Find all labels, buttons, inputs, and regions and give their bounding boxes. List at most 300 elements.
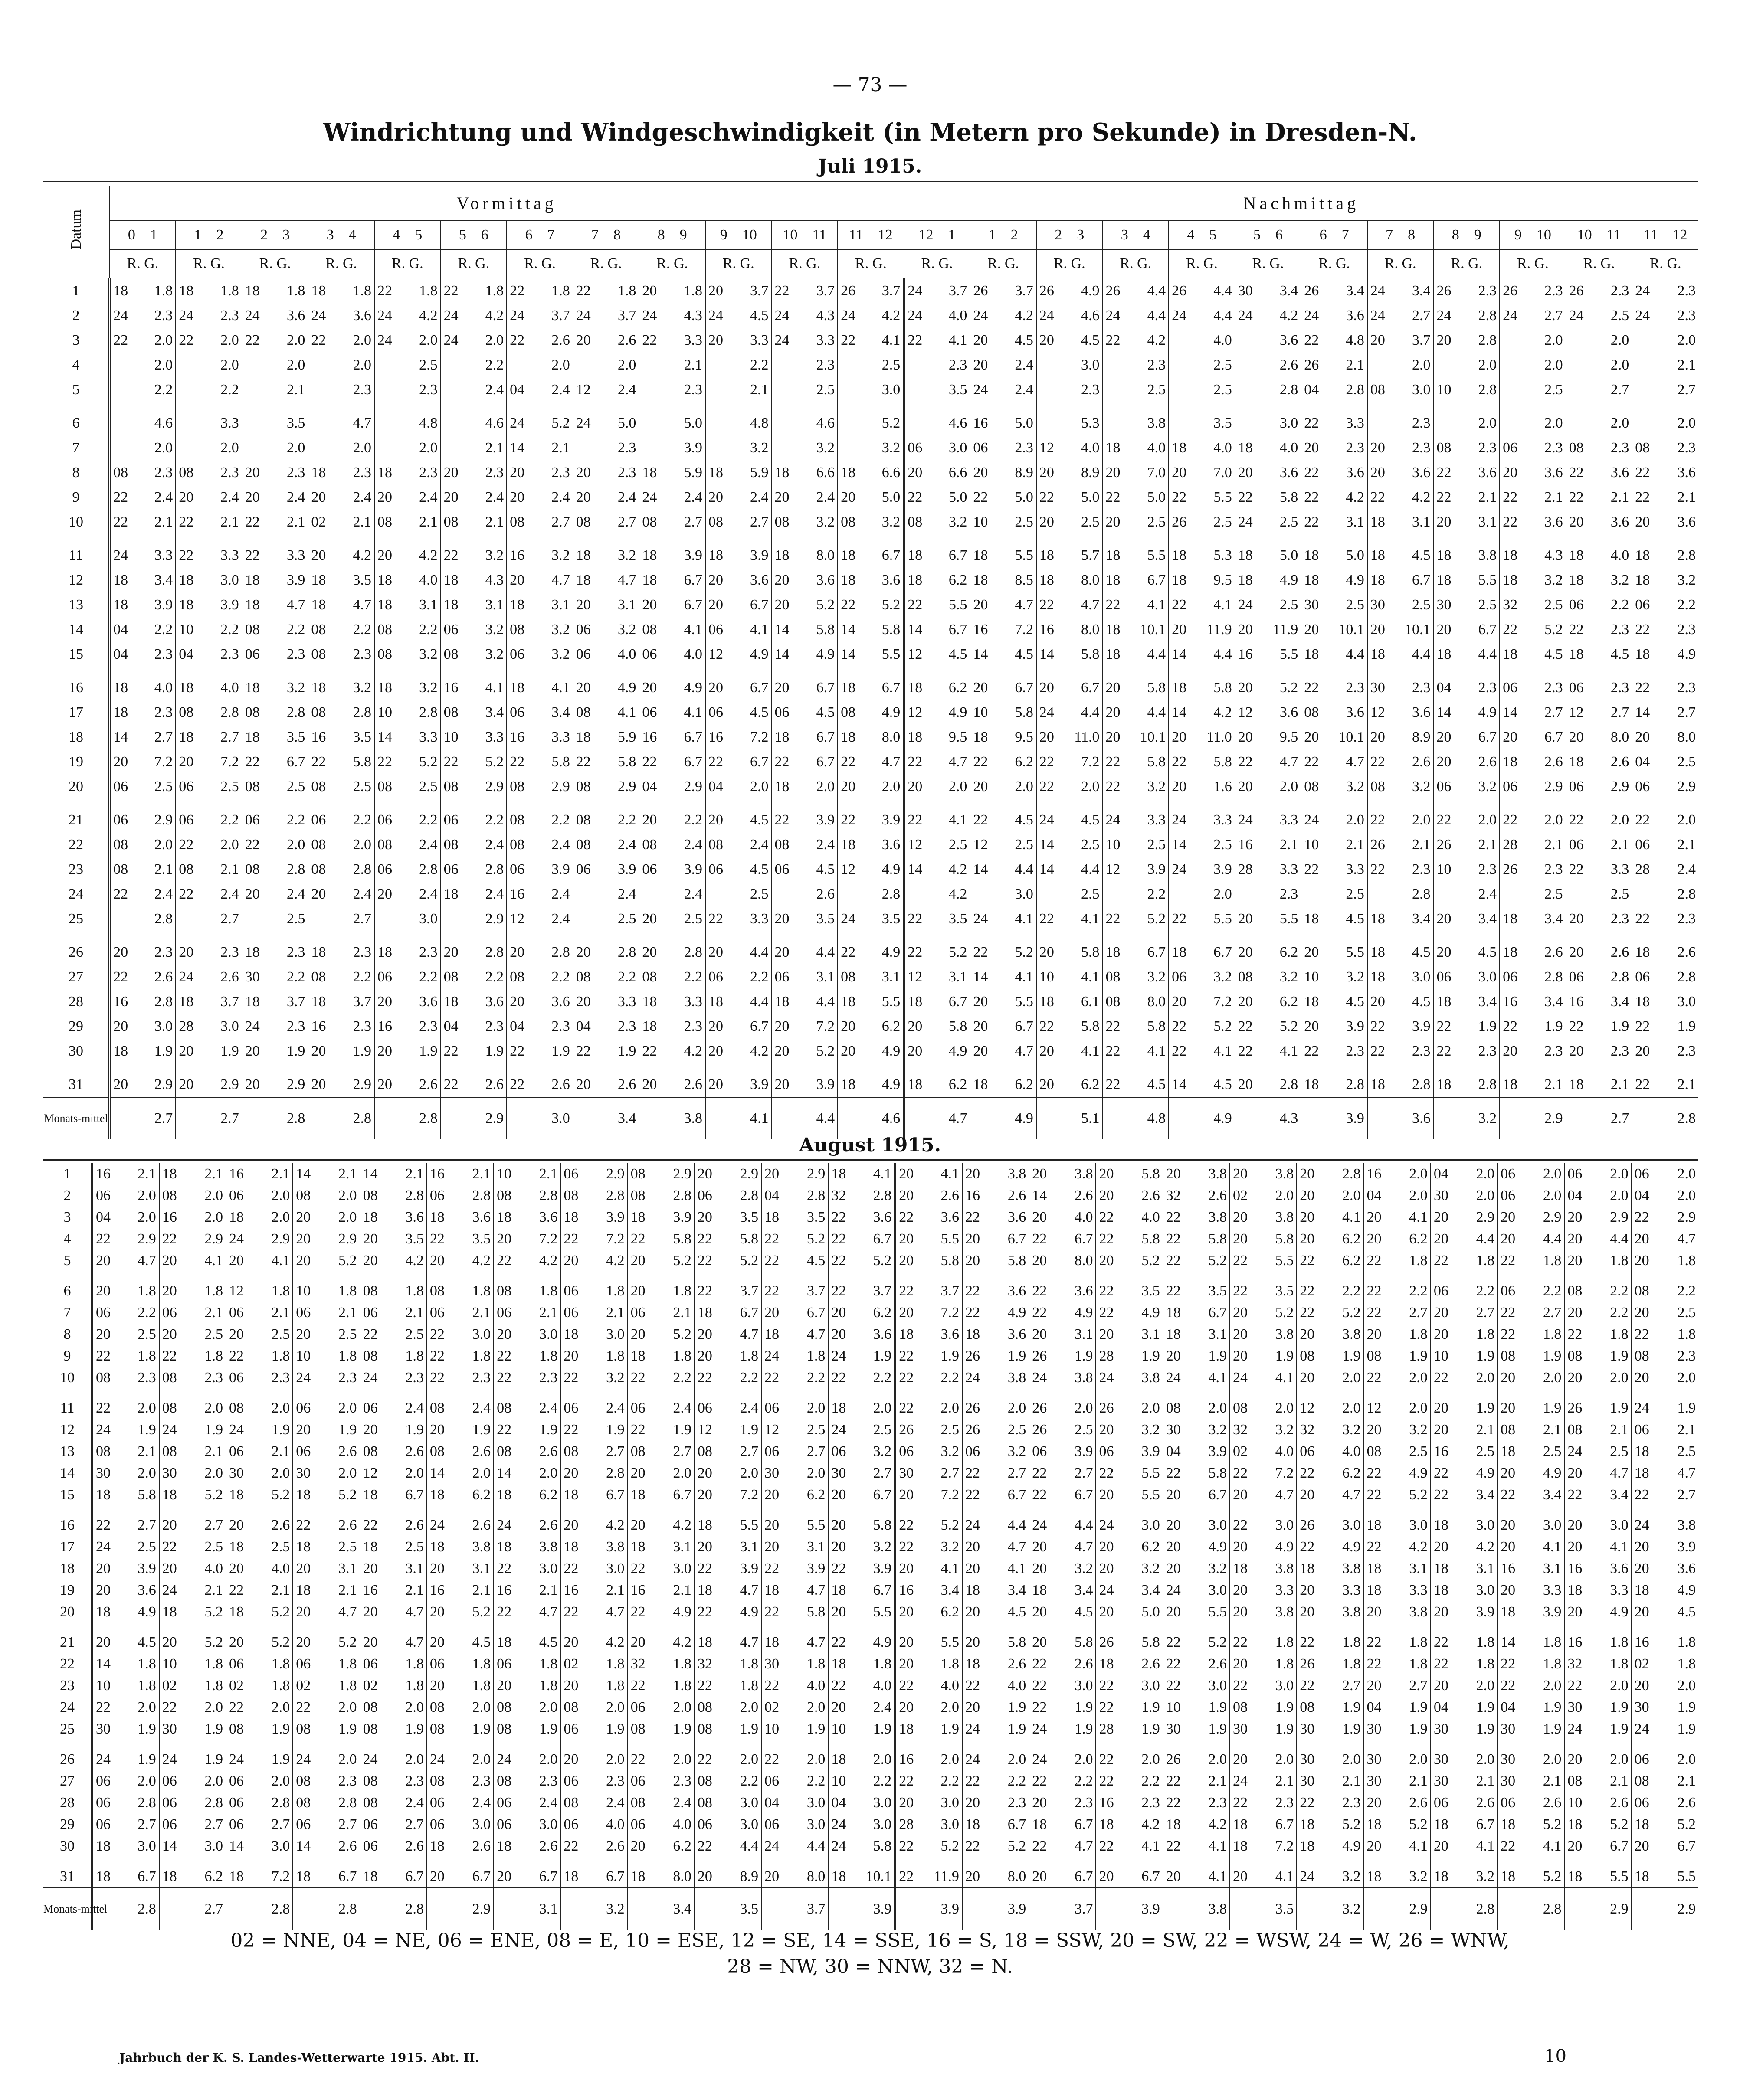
speed: 3.0	[220, 1018, 239, 1034]
speed: 2.5	[1677, 1443, 1696, 1459]
wind-cell	[1632, 1441, 1698, 1462]
speed: 3.3	[750, 910, 769, 927]
wind-cell	[639, 328, 705, 353]
wind-cell	[962, 1697, 1029, 1718]
direction: 22	[1300, 1678, 1315, 1694]
speed: 6.7	[1610, 1838, 1629, 1854]
speed: 2.8	[1478, 307, 1497, 324]
direction: 16	[1503, 993, 1518, 1010]
speed: 2.0	[1412, 811, 1431, 828]
speed: 3.0	[740, 1816, 759, 1832]
direction: 20	[564, 1517, 579, 1533]
direction: 22	[697, 1370, 712, 1386]
wind-cell	[110, 667, 176, 700]
speed: 4.2	[948, 886, 967, 902]
direction: 06	[1503, 968, 1518, 985]
speed: 2.2	[1677, 596, 1696, 613]
direction: 22	[908, 489, 923, 505]
wind-cell	[1029, 1740, 1096, 1770]
wind-cell	[494, 1740, 560, 1770]
wind-cell	[1632, 353, 1698, 377]
wind-cell	[828, 1857, 895, 1888]
speed: 1.9	[1275, 1348, 1294, 1364]
wind-cell	[176, 749, 242, 774]
direction: 24	[179, 307, 194, 324]
speed: 3.4	[485, 704, 504, 720]
speed: 3.8	[1275, 1326, 1294, 1342]
speed: 2.1	[472, 1305, 491, 1321]
table-row	[43, 725, 1698, 749]
direction: 24	[1238, 811, 1253, 828]
speed: 4.7	[806, 1634, 826, 1650]
direction: 08	[363, 1773, 378, 1789]
table-row	[43, 700, 1698, 725]
direction: 24	[1304, 811, 1319, 828]
speed: 1.8	[1677, 1253, 1696, 1269]
speed: 3.4	[1543, 1487, 1562, 1503]
wind-cell	[1235, 642, 1301, 667]
wind-cell	[970, 989, 1036, 1014]
wind-cell	[772, 568, 838, 592]
direction: 18	[642, 572, 657, 588]
speed: 3.7	[881, 282, 901, 299]
direction: 22	[1039, 1018, 1054, 1034]
direction: 20	[1105, 704, 1121, 720]
speed: 5.5	[1478, 572, 1497, 588]
speed: 5.2	[1279, 679, 1298, 696]
direction: 20	[1503, 729, 1518, 745]
direction: 08	[113, 464, 128, 481]
page-number: — 73 —	[832, 74, 908, 96]
speed: 3.3	[220, 415, 239, 431]
speed: 2.0	[1074, 1751, 1093, 1767]
speed: 5.8	[1275, 1231, 1294, 1247]
wind-cell	[1036, 353, 1103, 377]
monthly-mean: 3.6	[1367, 1097, 1434, 1139]
speed: 3.1	[472, 1560, 491, 1577]
wind-cell	[374, 568, 441, 592]
direction: 22	[630, 1560, 646, 1577]
direction: 18	[1366, 1582, 1382, 1598]
speed: 2.3	[485, 464, 504, 481]
direction: 06	[1569, 778, 1584, 795]
direction: 08	[1501, 1422, 1516, 1438]
rg-header: R. G.	[838, 249, 904, 278]
monthly-mean: 2.8	[92, 1888, 159, 1930]
wind-cell	[293, 1250, 360, 1272]
direction: 28	[1099, 1348, 1114, 1364]
speed: 3.1	[617, 596, 636, 613]
wind-cell	[1431, 1228, 1498, 1250]
direction: 16	[1433, 1443, 1448, 1459]
wind-cell	[1169, 278, 1235, 303]
direction: 04	[443, 1018, 459, 1034]
direction: 22	[899, 1370, 914, 1386]
direction: 12	[708, 646, 723, 662]
wind-cell	[904, 749, 970, 774]
direction: 08	[642, 836, 657, 853]
direction: 08	[245, 704, 260, 720]
day-number: 26	[43, 931, 110, 965]
direction: 20	[564, 1678, 579, 1694]
direction: 06	[1569, 968, 1584, 985]
wind-cell	[573, 592, 639, 617]
direction: 06	[1567, 1166, 1583, 1182]
direction: 16	[1567, 1634, 1583, 1650]
direction: 22	[179, 886, 194, 902]
direction: 12	[764, 1422, 780, 1438]
wind-cell	[838, 377, 904, 402]
direction: 18	[510, 596, 525, 613]
wind-cell	[1169, 882, 1235, 906]
speed: 4.5	[816, 861, 835, 877]
speed: 6.7	[1412, 572, 1431, 588]
speed: 2.8	[881, 886, 901, 902]
direction: 22	[564, 1231, 579, 1247]
direction: 22	[1233, 1634, 1248, 1650]
direction: 20	[1304, 439, 1319, 456]
speed: 4.4	[1147, 282, 1166, 299]
direction: 20	[1567, 1539, 1583, 1555]
wind-cell	[838, 832, 904, 857]
speed: 9.5	[1279, 729, 1298, 745]
wind-cell	[1500, 303, 1566, 328]
wind-cell	[176, 667, 242, 700]
direction: 18	[1436, 547, 1452, 563]
speed: 7.2	[1213, 993, 1232, 1010]
speed: 3.9	[816, 811, 835, 828]
speed: 4.5	[1412, 547, 1431, 563]
direction: 16	[642, 729, 657, 745]
table-row	[43, 1814, 1698, 1835]
hour-header: 6—7	[1301, 221, 1367, 249]
wind-cell	[1301, 799, 1367, 832]
direction: 22	[429, 1231, 445, 1247]
speed: 2.1	[539, 1166, 558, 1182]
speed: 5.8	[881, 621, 901, 638]
speed: 1.9	[1677, 1721, 1696, 1737]
direction: 24	[179, 968, 194, 985]
direction: 06	[831, 1443, 846, 1459]
wind-cell	[695, 1770, 761, 1792]
wind-cell	[895, 1697, 962, 1718]
wind-cell	[1036, 642, 1103, 667]
direction: 20	[1032, 1604, 1047, 1620]
direction: 24	[908, 307, 923, 324]
speed: 5.0	[684, 415, 702, 431]
wind-cell	[1500, 667, 1566, 700]
speed: 3.2	[1544, 572, 1563, 588]
direction: 20	[510, 489, 525, 505]
wind-cell	[441, 377, 507, 402]
speed: 2.1	[1544, 1076, 1563, 1093]
wind-cell	[1163, 1419, 1230, 1441]
speed: 4.5	[806, 1253, 826, 1269]
direction: 14	[1436, 704, 1452, 720]
wind-cell	[1564, 1675, 1631, 1697]
wind-cell	[293, 1302, 360, 1324]
direction: 08	[576, 968, 591, 985]
wind-cell	[962, 1389, 1029, 1419]
speed: 4.0	[419, 572, 438, 588]
direction: 22	[841, 944, 856, 960]
direction: 24	[965, 1721, 980, 1737]
wind-cell	[1169, 667, 1235, 700]
direction: 22	[1105, 1076, 1121, 1093]
speed: 2.5	[271, 1539, 290, 1555]
direction: 22	[1634, 1487, 1649, 1503]
wind-cell	[242, 460, 308, 485]
wind-cell	[705, 402, 772, 435]
day-number: 3	[43, 1207, 92, 1228]
wind-cell	[695, 1441, 761, 1462]
direction: 20	[774, 1043, 790, 1059]
speed: 2.0	[1275, 1400, 1294, 1416]
direction: 20	[179, 1043, 194, 1059]
direction: 20	[1567, 1604, 1583, 1620]
direction: 22	[245, 332, 260, 348]
wind-cell	[904, 485, 970, 510]
wind-cell	[1169, 700, 1235, 725]
wind-cell	[308, 592, 374, 617]
wind-cell	[761, 1324, 828, 1345]
direction: 14	[1039, 646, 1054, 662]
table-row	[43, 377, 1698, 402]
wind-cell	[1566, 328, 1632, 353]
wind-cell	[507, 353, 573, 377]
direction: 06	[363, 1305, 378, 1321]
direction: 18	[1567, 1868, 1583, 1884]
wind-cell	[494, 1718, 560, 1740]
speed: 3.0	[419, 910, 438, 927]
direction: 18	[1436, 646, 1452, 662]
wind-cell	[226, 1740, 293, 1770]
direction: 20	[1634, 1604, 1649, 1620]
speed: 5.0	[1141, 1604, 1160, 1620]
speed: 2.3	[1677, 910, 1696, 927]
wind-cell	[92, 1484, 159, 1506]
direction: 20	[708, 1043, 723, 1059]
speed: 4.9	[1342, 1539, 1361, 1555]
direction: 20	[1501, 1370, 1516, 1386]
wind-cell	[1163, 1324, 1230, 1345]
wind-cell	[308, 700, 374, 725]
direction: 06	[1501, 1795, 1516, 1811]
direction: 22	[1166, 1838, 1181, 1854]
speed: 3.1	[948, 968, 967, 985]
wind-cell	[761, 1441, 828, 1462]
wind-cell	[639, 965, 705, 989]
wind-cell	[639, 725, 705, 749]
speed: 4.7	[551, 572, 570, 588]
wind-cell	[1498, 1770, 1564, 1792]
direction: 30	[1304, 596, 1319, 613]
speed: 3.9	[806, 1560, 826, 1577]
wind-cell	[1103, 377, 1169, 402]
wind-cell	[226, 1484, 293, 1506]
speed: 3.2	[873, 1539, 892, 1555]
direction: 08	[296, 1721, 311, 1737]
speed: 2.4	[551, 886, 570, 902]
speed: 3.0	[1342, 1517, 1361, 1533]
speed: 9.5	[1015, 729, 1033, 745]
wind-cell	[159, 1345, 226, 1367]
wind-cell	[427, 1718, 494, 1740]
direction: 20	[1569, 514, 1584, 530]
speed: 3.7	[750, 282, 769, 299]
speed: 5.2	[1147, 910, 1166, 927]
speed: 2.0	[1478, 811, 1497, 828]
direction: 22	[296, 1699, 311, 1715]
speed: 2.3	[1677, 282, 1696, 299]
speed: 2.0	[338, 1209, 357, 1225]
direction: 22	[973, 753, 988, 770]
direction: 18	[1370, 910, 1385, 927]
wind-cell	[895, 1536, 962, 1558]
wind-cell	[1433, 774, 1500, 799]
wind-cell	[560, 1601, 627, 1623]
speed: 1.8	[271, 1283, 290, 1299]
direction: 08	[1634, 1348, 1649, 1364]
wind-cell	[507, 510, 573, 534]
direction: 18	[1635, 993, 1650, 1010]
direction: 24	[1304, 307, 1319, 324]
direction: 20	[245, 1076, 260, 1093]
wind-cell	[560, 1814, 627, 1835]
wind-cell	[560, 1653, 627, 1675]
speed: 4.2	[1141, 1816, 1160, 1832]
speed: 3.9	[138, 1560, 156, 1577]
direction: 08	[510, 778, 525, 795]
direction: 06	[510, 704, 525, 720]
direction: 18	[1503, 753, 1518, 770]
speed: 1.8	[1610, 1326, 1629, 1342]
wind-cell	[494, 1792, 560, 1814]
wind-cell	[1364, 1484, 1431, 1506]
speed: 3.0	[806, 1816, 826, 1832]
wind-cell	[1566, 1014, 1632, 1039]
speed: 3.7	[806, 1283, 826, 1299]
direction: 22	[1166, 1678, 1181, 1694]
direction: 20	[1172, 993, 1187, 1010]
direction: 20	[1433, 1326, 1448, 1342]
direction: 20	[1501, 1209, 1516, 1225]
direction: 08	[510, 836, 525, 853]
wind-cell	[92, 1272, 159, 1302]
wind-cell	[1029, 1558, 1096, 1580]
direction: 06	[497, 1795, 512, 1811]
wind-cell	[1103, 278, 1169, 303]
direction: 20	[1300, 1166, 1315, 1182]
speed: 3.4	[1346, 282, 1364, 299]
wind-cell	[1029, 1814, 1096, 1835]
direction: 22	[1032, 1678, 1047, 1694]
hour-header: 6—7	[507, 221, 573, 249]
direction: 20	[429, 1253, 445, 1269]
speed: 3.3	[1610, 861, 1629, 877]
direction: 20	[1233, 1487, 1248, 1503]
direction: 24	[245, 1018, 260, 1034]
direction: 20	[708, 1076, 723, 1093]
speed: 4.7	[948, 753, 967, 770]
speed: 3.1	[1208, 1326, 1227, 1342]
direction: 18	[576, 547, 591, 563]
wind-cell	[92, 1697, 159, 1718]
speed: 3.2	[1478, 778, 1497, 795]
speed: 2.0	[539, 1465, 558, 1481]
direction: 12	[1370, 704, 1385, 720]
speed: 3.3	[816, 332, 835, 348]
wind-cell	[110, 377, 176, 402]
wind-cell	[1367, 460, 1434, 485]
direction: 18	[1370, 514, 1385, 530]
wind-cell	[895, 1207, 962, 1228]
direction: 30	[1166, 1721, 1181, 1737]
direction: 08	[774, 836, 790, 853]
wind-cell	[110, 749, 176, 774]
wind-cell	[1364, 1163, 1431, 1185]
wind-cell	[962, 1185, 1029, 1207]
wind-cell	[176, 568, 242, 592]
wind-cell	[226, 1163, 293, 1185]
direction: 18	[642, 1018, 657, 1034]
wind-cell	[1566, 642, 1632, 667]
wind-cell	[293, 1792, 360, 1814]
wind-cell	[176, 642, 242, 667]
direction: 08	[697, 1699, 712, 1715]
direction: 20	[774, 596, 790, 613]
speed: 3.2	[948, 514, 967, 530]
wind-cell	[1500, 435, 1566, 460]
speed: 2.6	[816, 886, 835, 902]
direction: 08	[363, 1348, 378, 1364]
wind-cell	[705, 353, 772, 377]
monthly-mean: 3.9	[1096, 1888, 1163, 1930]
speed: 2.0	[204, 1773, 223, 1789]
direction: 18	[113, 596, 128, 613]
direction: 20	[576, 332, 591, 348]
speed: 2.9	[271, 1231, 290, 1247]
speed: 4.4	[1543, 1231, 1562, 1247]
speed: 2.0	[1610, 1370, 1629, 1386]
wind-cell	[1433, 906, 1500, 931]
wind-cell	[904, 377, 970, 402]
speed: 2.7	[617, 514, 636, 530]
speed: 4.3	[684, 307, 702, 324]
day-number: 23	[43, 857, 110, 882]
wind-cell	[1632, 402, 1698, 435]
wind-cell	[1103, 435, 1169, 460]
speed: 2.4	[617, 489, 636, 505]
wind-cell	[507, 882, 573, 906]
wind-cell	[293, 1185, 360, 1207]
speed: 1.8	[551, 282, 570, 299]
speed: 4.7	[1610, 1465, 1629, 1481]
speed: 8.5	[1015, 572, 1033, 588]
wind-cell	[242, 989, 308, 1014]
direction: 24	[1032, 1751, 1047, 1767]
speed: 3.4	[1007, 1582, 1026, 1598]
speed: 2.8	[485, 861, 504, 877]
direction: 20	[1501, 1517, 1516, 1533]
speed: 2.7	[673, 1443, 691, 1459]
wind-cell	[159, 1697, 226, 1718]
wind-cell	[293, 1697, 360, 1718]
direction: 24	[162, 1582, 177, 1598]
speed: 4.9	[138, 1604, 156, 1620]
speed: 5.2	[881, 596, 901, 613]
wind-cell	[772, 1014, 838, 1039]
